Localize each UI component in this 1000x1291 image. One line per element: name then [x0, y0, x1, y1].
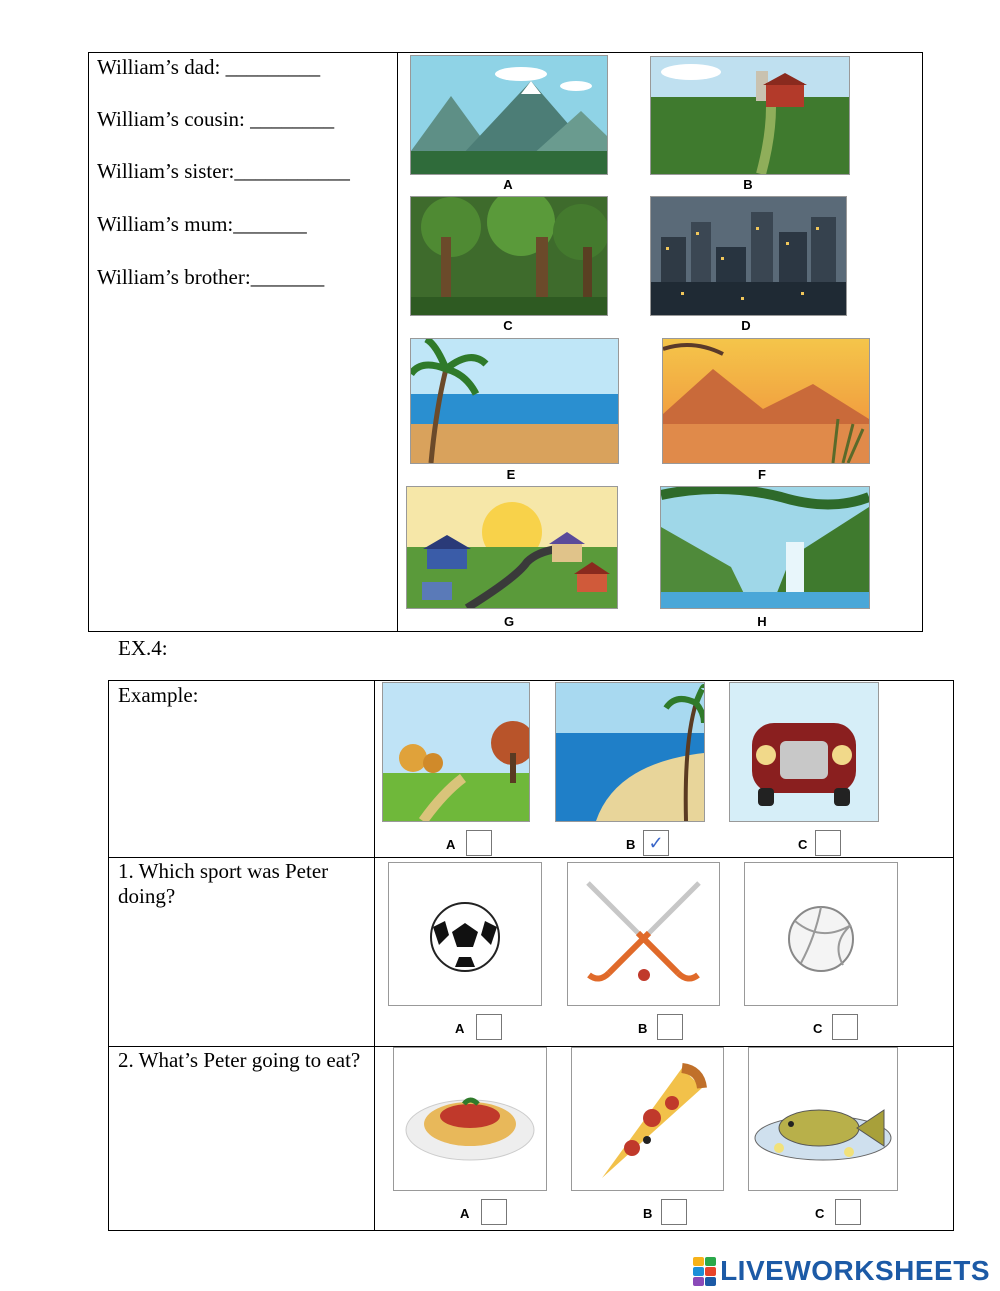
answer-checkbox[interactable] — [835, 1199, 861, 1225]
picture-beach — [410, 338, 619, 464]
answer-checkbox[interactable] — [657, 1014, 683, 1040]
logo-mark-icon — [693, 1257, 716, 1286]
picture-label: G — [503, 614, 515, 629]
option-label: C — [815, 1206, 825, 1221]
row-prompt-question-2: 2. What’s Peter going to eat? — [118, 1048, 361, 1072]
option-label: A — [460, 1206, 470, 1221]
answer-checkbox-checked[interactable]: ✓ — [643, 830, 669, 856]
option-label: A — [446, 837, 456, 852]
picture-car — [729, 682, 879, 822]
picture-label: H — [757, 614, 767, 629]
option-label: B — [638, 1021, 648, 1036]
picture-spaghetti — [393, 1047, 547, 1191]
picture-volleyball — [744, 862, 898, 1006]
column-divider — [397, 53, 398, 631]
answer-checkbox[interactable] — [476, 1014, 502, 1040]
brand-logo[interactable] — [693, 1256, 990, 1286]
question-cousin: William’s cousin: ________ — [97, 107, 335, 131]
answer-checkbox[interactable] — [661, 1199, 687, 1225]
question-mum: William’s mum:_______ — [97, 212, 307, 236]
option-label: A — [455, 1021, 465, 1036]
picture-desert — [662, 338, 870, 464]
picture-fish-dish — [748, 1047, 898, 1191]
column-divider — [374, 681, 375, 1230]
picture-seaside — [555, 682, 705, 822]
option-label: C — [798, 837, 808, 852]
option-label: C — [813, 1021, 823, 1036]
picture-hockey-sticks — [567, 862, 720, 1006]
picture-countryside — [382, 682, 530, 822]
option-label: B — [626, 837, 636, 852]
picture-label: F — [758, 467, 766, 482]
picture-pizza — [571, 1047, 724, 1191]
answer-checkbox[interactable] — [466, 830, 492, 856]
picture-label: D — [741, 318, 751, 333]
question-brother: William’s brother:_______ — [97, 265, 325, 289]
row-prompt-example: Example: — [118, 683, 199, 707]
picture-waterfall — [660, 486, 870, 609]
option-label: B — [643, 1206, 653, 1221]
picture-label: A — [503, 177, 513, 192]
picture-mountains — [410, 55, 608, 175]
answer-checkbox[interactable] — [481, 1199, 507, 1225]
picture-label: E — [506, 467, 516, 482]
brand-name: LIVEWORKSHEETS — [720, 1255, 990, 1286]
answer-checkbox[interactable] — [832, 1014, 858, 1040]
picture-label: B — [743, 177, 753, 192]
picture-farm — [650, 56, 850, 175]
picture-forest — [410, 196, 608, 316]
row-divider — [109, 857, 953, 858]
picture-village — [406, 486, 618, 609]
row-prompt-question-1: 1. Which sport was Peter doing? — [118, 859, 329, 908]
picture-label: C — [503, 318, 513, 333]
exercise-heading: EX.4: — [118, 636, 168, 660]
picture-football — [388, 862, 542, 1006]
question-sister: William’s sister:___________ — [97, 159, 350, 183]
question-dad: William’s dad: _________ — [97, 55, 321, 79]
picture-city — [650, 196, 847, 316]
answer-checkbox[interactable] — [815, 830, 841, 856]
